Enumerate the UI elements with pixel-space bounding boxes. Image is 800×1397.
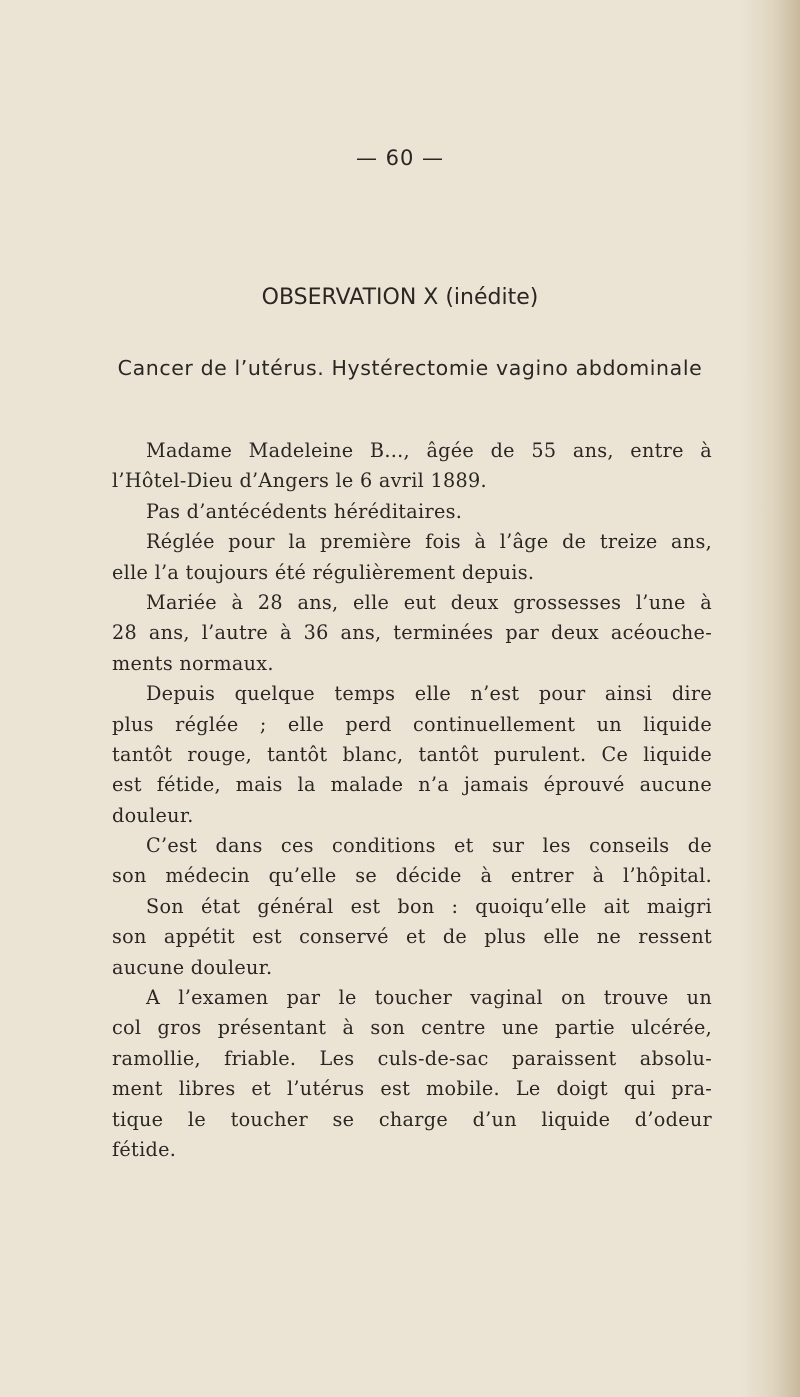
text-line: Madame Madeleine B..., âgée de 55 ans, entre à	[146, 439, 712, 462]
text-line: C’est dans ces conditions et sur les conseils de	[146, 834, 712, 858]
text-line: douleur.	[112, 803, 194, 827]
text-line: son appétit est conservé et de plus elle ne ressent	[112, 925, 712, 949]
text-line: col gros présentant à son centre une partie ulcérée,	[112, 1016, 712, 1040]
text-line: l’Hôtel-Dieu d’Angers le 6 avril 1889.	[112, 469, 487, 493]
text-line: fétide.	[112, 1137, 177, 1161]
text-line: ramollie, friable. Les culs-de-sac paraissent absolu-	[112, 1046, 712, 1070]
page-number: — 60 —	[355, 146, 445, 170]
text-line: Pas d’antécédents héréditaires.	[146, 499, 463, 523]
text-line: tique le toucher se charge d’un liquide d’odeur	[112, 1107, 712, 1131]
text-line: aucune douleur.	[112, 955, 273, 979]
text-line: son médecin qu’elle se décide à entrer à l’hôpital.	[112, 864, 712, 888]
page-edge-shadow	[740, 0, 800, 1397]
text-line: Mariée à 28 ans, elle eut deux grossesses l’une à	[146, 590, 712, 614]
observation-subtitle: Cancer de l’utérus. Hystérectomie vagino abdominale	[117, 356, 703, 380]
text-line: est fétide, mais la malade n’a jamais éprouvé aucune	[112, 773, 712, 797]
text-line: ment libres et l’utérus est mobile. Le doigt qui pra-	[112, 1077, 712, 1101]
text-line: Réglée pour la première fois à l’âge de treize ans,	[146, 530, 712, 554]
text-line: 28 ans, l’autre à 36 ans, terminées par deux acéouche-	[112, 621, 712, 645]
text-line: ments normaux.	[112, 651, 274, 675]
text-line: A l’examen par le toucher vaginal on trouve un	[146, 986, 712, 1010]
observation-body	[112, 436, 712, 1165]
text-line: Depuis quelque temps elle n’est pour ainsi dire	[146, 682, 712, 706]
observation-title: OBSERVATION X (inédite)	[261, 285, 539, 310]
text-line: plus réglée ; elle perd continuellement un liquide	[112, 712, 712, 736]
text-line: Son état général est bon : quoiqu’elle ait maigri	[146, 894, 712, 918]
text-line: elle l’a toujours été régulièrement depuis.	[112, 560, 535, 584]
text-line: tantôt rouge, tantôt blanc, tantôt purulent. Ce liquide	[112, 742, 712, 766]
